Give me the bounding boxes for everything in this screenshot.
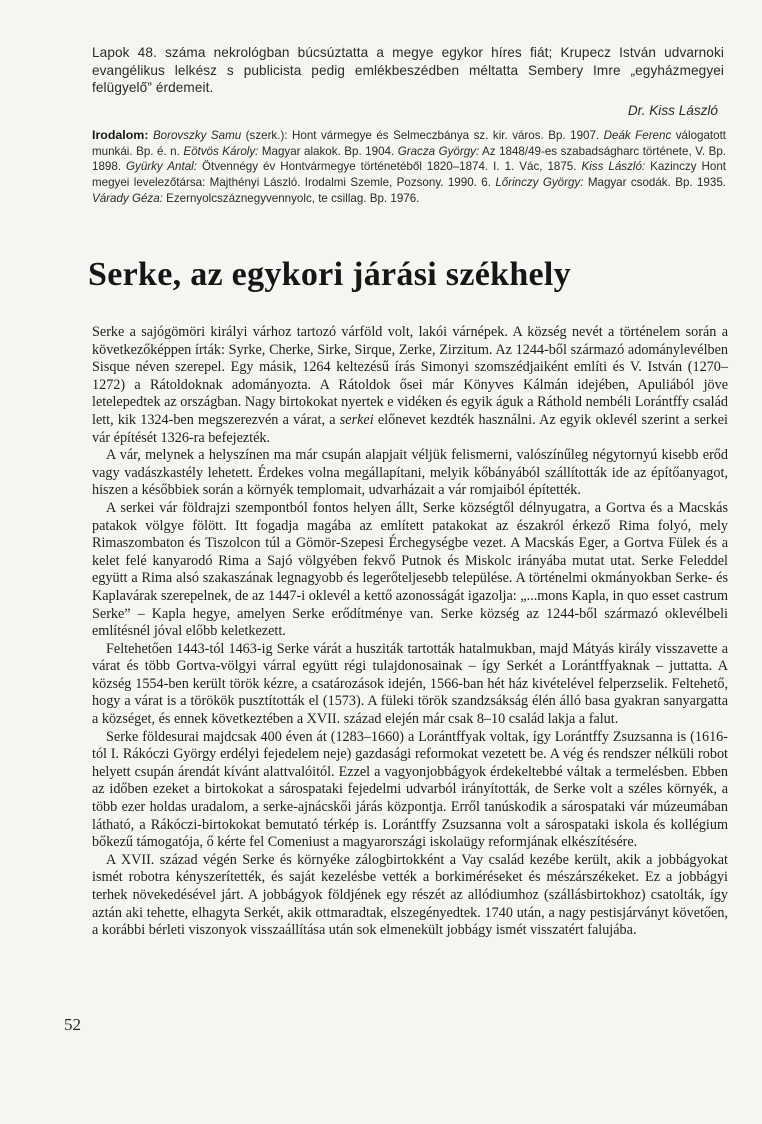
article-title: Serke, az egykori járási székhely	[88, 256, 571, 293]
literature-block	[92, 128, 726, 207]
literature-author: Kiss László:	[581, 160, 646, 174]
literature-entry: válogatott munkái. Bp. é. n.	[92, 129, 727, 158]
body-text: Serke a sajógömöri királyi várhoz tartozó várföld volt, lakói várnépek. A község nevét a történelem során a következőképpen írták: Syrke, Cherke, Sirke, Sirque, Zerke, Zirzitum. Az 1244-ből származó adománylevélben Sisque néven szerepel. Egy másik, 1264 keltezésű írás Simonyi szomszédjaiként említi és V. István (1270–1272) a Rátoldoknak adományozta. A Rátoldok ősei már Könyves Kálmán idejében, Apuliából jöve letelepedtek az országban. Nagy birtokokat nyertek e vidéken és egyik águk a Ráthold nembéli Lorántffy család lett, kik 1324-ben megszerezvén a várat, a	[92, 324, 728, 428]
body-paragraph: Serke földesurai majdcsak 400 éven át (1283–1660) a Lorántffyak voltak, így Lorántffy Zsuzsanna is (1616-tól I. Rákóczi György erdélyi fejedelem neje) gazdasági reformokat vezetett be. A vég és rendszer nélküli robot helyett csupán árendát kívánt alattvalóitól. Ezzel a vagyonjobbágyok érdekeltebbé váltak a termelésben. Ebben az időben ezeket a birtokokat a sárospataki fejedelmi udvarból irányították, de Serke volt a széles környék, a több ezer holdas uradalom, a serke-ajnácskői járás központja. Erről tanúskodik a sárospataki vár múzeumában látható, a Rákóczi-birtokokat bemutató térkép is. Lorántffy Zsuzsanna volt a sárospataki iskola és kollégium bőkezű támogatója, ő kérte fel Comeniust a magyarországi iskolaügy reformjának elkészítésére.	[92, 728, 728, 851]
literature-entry: Magyar csodák. Bp. 1935.	[583, 176, 727, 190]
literature-author: Lőrinczy György:	[495, 176, 584, 190]
literature-entry: Ezernyolcszáznegyvennyolc, te csillag. Bp. 1976.	[162, 191, 420, 205]
body-paragraph	[92, 324, 728, 447]
literature-entry: Kazinczy Hont megyei levelezőtársa: Majthényi László. Irodalmi Szemle, Pozsony. 1990. 6.	[92, 160, 727, 190]
body-paragraph: A serkei vár földrajzi szempontból fontos helyen állt, Serke községtől délnyugatra, a Gortva és a Macskás patakok völgye fölött. Itt fogadja magába az említett patakokat az északról érkező Rima folyó, mely Rimaszombaton és Tiszolcon túl a Gömör-Szepesi Érchegységbe vezet. A Macskás Eger, a Gortva Fülek és a kelet felé kanyarodó Rima a Sajó völgyében fekvő Putnok és Miskolc irányába mutat utat. Serke Feleddel együtt a Rima alsó szakaszának legnagyobb és legerőteljesebb települése. A történelmi okmányokban Serke- és Kaplavárak szerepelnek, de az 1447-i oklevél a kettő azonosságát igazolja: „...mons Kapla, in quo esset castrum Serke” – Kapla hegye, amelyen Serke erődítménye van. Serke község az 1244-ből származó oklevélbeli említésnél jóval előbb keletkezett.	[92, 499, 728, 640]
literature-author: Borovszky Samu	[152, 129, 242, 142]
body-italic-term: serkei	[339, 411, 374, 428]
literature-entry: Magyar alakok. Bp. 1904.	[258, 144, 398, 158]
literature-label: Irodalom:	[92, 128, 149, 142]
literature-author: Gracza György:	[397, 144, 480, 158]
body-paragraph: A XVII. század végén Serke és környéke zálogbirtokként a Vay család kezébe került, akik a jobbágyokat ismét robotra kényszerítették, és saját kezelésbe vették a borkiméréseket és mészárszékeket. Ez a jobbágyi terhek növekedésével járt. A jobbágyok földjének egy részét az allódiumhoz (szállásbirtokhoz) csatolták, így aztán aki tehette, elhagyta Serkét, akik ottmaradtak, elszegényedtek. 1740 után, a nagy pestisjárványt követően, a korábbi bérleti viszonyok visszaállítása után sok elmenekült jobbágy ismét visszatért falujába.	[92, 851, 728, 939]
literature-entry: Ötvennégy év Hontvármegye történetéből 1820–1874. I. 1. Vác, 1875.	[196, 160, 582, 174]
literature-entry: Az 1848/49-es szabadságharc története, V. Bp. 1898.	[92, 144, 726, 174]
intro-paragraph: Lapok 48. száma nekrológban búcsúztatta a megye egykor híres fiát; Krupecz István udvarnoki evangélikus lelkész s publicista pedig emlékbeszédben méltatta Sembery Imre „egyházmegyei felügyelő” érdemeit.	[92, 45, 724, 96]
literature-author: Deák Ferenc	[603, 129, 672, 142]
literature-author: Gyürky Antal:	[126, 160, 197, 174]
author-signature: Dr. Kiss László	[627, 103, 718, 118]
literature-author: Eötvös Károly:	[183, 144, 259, 158]
body-paragraph: Feltehetően 1443-tól 1463-ig Serke várát a husziták tartották hatalmukban, majd Mátyás király visszavette a várat és több Gortva-völgyi várral együtt régi tulajdonosainak – így Serkét a Lorántffyaknak – juttatta. A község 1554-ben került török kézre, a csatározások idején, 1566-ban hét ház kivételével felperzselik. Feltehető, hogy a várat is a törökök pusztították el (1573). A füleki török szandzsákság élén álló basa gyakran sanyargatta a községet, és ennek következtében a XVII. század elején már csak 8–10 család lakja a falut.	[92, 640, 728, 728]
literature-entry: (szerk.): Hont vármegye és Selmeczbánya sz. kir. város. Bp. 1907.	[241, 129, 604, 142]
body-paragraph: A vár, melynek a helyszínen ma már csupán alapjait véljük felismerni, valószínűleg négytornyú kisebb erőd vagy vadászkastély lehetett. Érdekes volna megállapítani, melyik kőbányából szállították ide az építőanyagot, hiszen a későbbiek során a környék templomait, udvarházait a vár romjaiból építették.	[92, 447, 728, 499]
literature-author: Várady Géza:	[92, 191, 163, 205]
article-body	[92, 324, 728, 940]
page-number: 52	[64, 1015, 81, 1034]
body-text: előnevet kezdték használni. Az egyik oklevél szerint a serkei vár építését 1326-ra befejezték.	[92, 411, 728, 446]
